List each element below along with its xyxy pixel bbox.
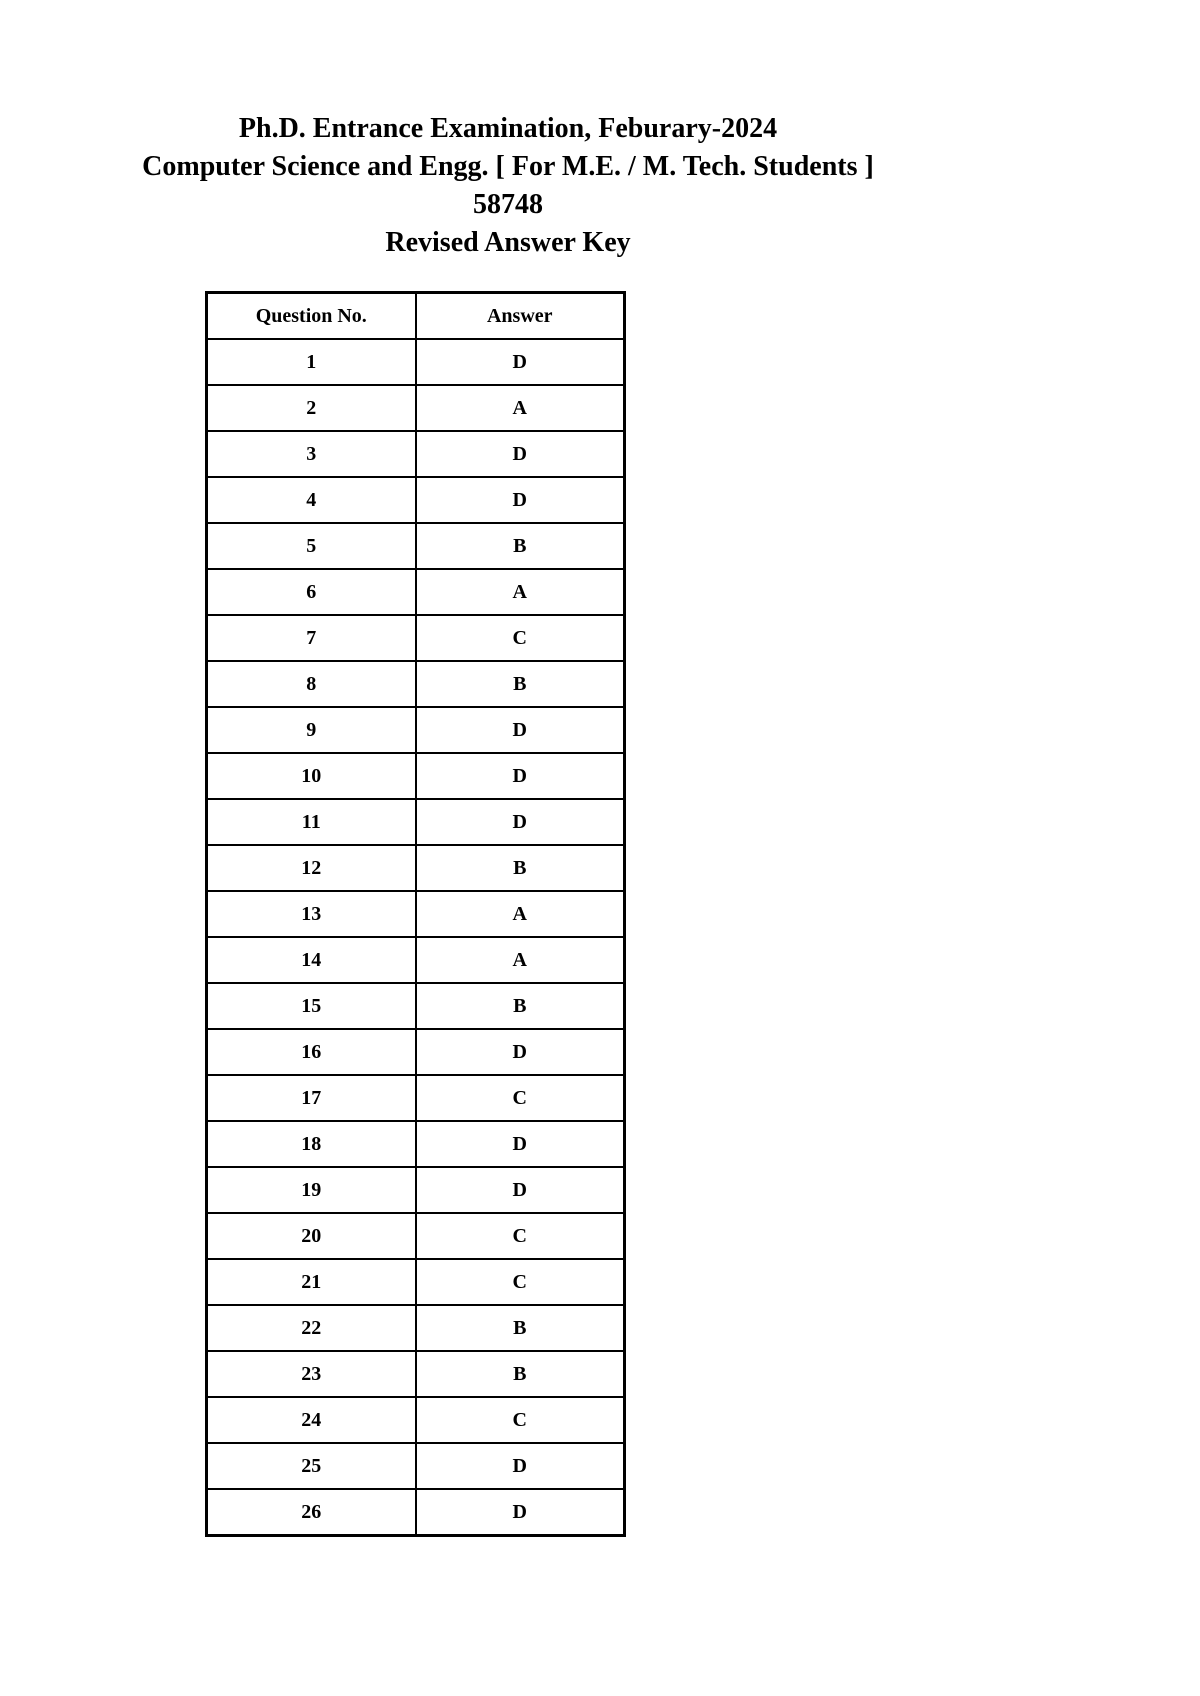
question-number-cell: 11 [207,799,416,845]
table-row [207,1213,625,1259]
answer-cell: B [416,661,625,707]
answer-cell: D [416,1443,625,1489]
answer-cell: A [416,937,625,983]
question-number-cell: 1 [207,339,416,385]
answer-cell: D [416,799,625,845]
answer-cell: C [416,615,625,661]
question-number-cell: 13 [207,891,416,937]
answer-cell: C [416,1075,625,1121]
answer-cell: A [416,891,625,937]
question-number-cell: 15 [207,983,416,1029]
answer-cell: D [416,1489,625,1536]
question-number-cell: 10 [207,753,416,799]
paper-code: 58748 [473,189,543,220]
question-number-cell: 21 [207,1259,416,1305]
document-header [100,110,916,262]
answer-cell: D [416,1121,625,1167]
question-number-cell: 8 [207,661,416,707]
question-number-cell: 12 [207,845,416,891]
question-number-cell: 5 [207,523,416,569]
answer-cell: D [416,431,625,477]
table-row [207,891,625,937]
question-number-cell: 3 [207,431,416,477]
answer-cell: C [416,1259,625,1305]
exam-title: Ph.D. Entrance Examination, Feburary-2024 [238,113,778,144]
question-number-cell: 25 [207,1443,416,1489]
question-number-cell: 24 [207,1397,416,1443]
table-row [207,983,625,1029]
answer-cell: D [416,477,625,523]
answer-rows [207,339,625,1536]
table-row [207,753,625,799]
answer-cell: D [416,1167,625,1213]
table-row [207,799,625,845]
table-row [207,569,625,615]
table-row [207,937,625,983]
question-number-cell: 26 [207,1489,416,1536]
question-number-cell: 14 [207,937,416,983]
answer-cell: A [416,569,625,615]
table-row [207,385,625,431]
question-number-cell: 6 [207,569,416,615]
column-header-answer: Answer [416,293,625,340]
answer-cell: A [416,385,625,431]
question-number-cell: 17 [207,1075,416,1121]
table-row [207,1351,625,1397]
table-row [207,661,625,707]
question-number-cell: 2 [207,385,416,431]
table-row [207,1443,625,1489]
answer-cell: B [416,1305,625,1351]
question-number-cell: 9 [207,707,416,753]
table-row [207,1489,625,1536]
table-row [207,1305,625,1351]
table-row [207,1029,625,1075]
question-number-cell: 22 [207,1305,416,1351]
table-row [207,523,625,569]
table-row [207,1167,625,1213]
answer-cell: C [416,1397,625,1443]
column-header-question-no: Question No. [207,293,416,340]
table-row [207,1075,625,1121]
answer-cell: B [416,1351,625,1397]
table-row [207,707,625,753]
table-row [207,1121,625,1167]
table-row [207,845,625,891]
answer-cell: D [416,1029,625,1075]
answer-cell: D [416,753,625,799]
table-row [207,477,625,523]
answer-cell: C [416,1213,625,1259]
table-row [207,1259,625,1305]
question-number-cell: 20 [207,1213,416,1259]
table-row [207,339,625,385]
question-number-cell: 23 [207,1351,416,1397]
question-number-cell: 4 [207,477,416,523]
table-row [207,615,625,661]
table-row [207,1397,625,1443]
answer-cell: B [416,523,625,569]
document-subtitle: Revised Answer Key [385,227,631,258]
answer-key-table [205,291,626,1537]
answer-cell: D [416,339,625,385]
answer-cell: B [416,983,625,1029]
subject-line: Computer Science and Engg. [ For M.E. / M. Tech. Students ] [142,151,874,182]
question-number-cell: 18 [207,1121,416,1167]
question-number-cell: 16 [207,1029,416,1075]
question-number-cell: 19 [207,1167,416,1213]
table-row [207,431,625,477]
question-number-cell: 7 [207,615,416,661]
answer-cell: D [416,707,625,753]
answer-cell: B [416,845,625,891]
table-header-row [207,293,625,340]
